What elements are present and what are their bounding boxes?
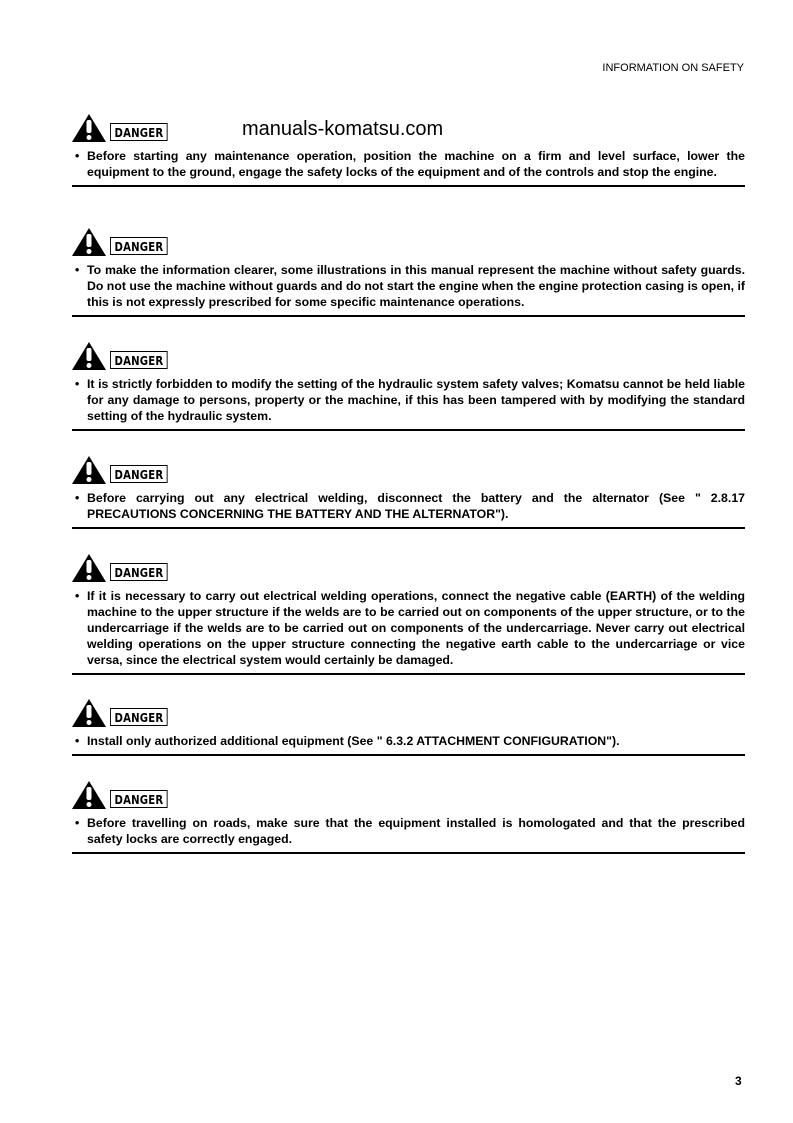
warning-text: Install only authorized additional equipment (See " 6.3.2 ATTACHMENT CONFIGURATION"). <box>87 734 620 748</box>
bullet: • <box>75 377 80 391</box>
warning-triangle-icon <box>72 456 106 484</box>
bullet: • <box>75 589 80 603</box>
danger-block <box>72 226 745 317</box>
warning-text: It is strictly forbidden to modify the setting of the hydraulic system safety valves; Komatsu cannot be held liable for any damage to persons, property or the machine, if this has been tampered with by modifying the standard setting of the hydraulic system. <box>87 377 745 423</box>
divider <box>72 852 745 854</box>
warning-triangle-icon <box>72 781 106 809</box>
danger-label: DANGER <box>110 790 168 808</box>
warning-text: Before carrying out any electrical welding, disconnect the battery and the alternator (See " 2.8.17 PRECAUTIONS CONCERNING THE BATTERY AND THE ALTERNATOR"). <box>87 491 745 521</box>
divider <box>72 754 745 756</box>
danger-label: DANGER <box>110 465 168 483</box>
bullet: • <box>75 734 80 748</box>
danger-block <box>72 454 745 529</box>
warning-triangle-icon <box>72 699 106 727</box>
divider <box>72 185 745 187</box>
divider <box>72 429 745 431</box>
danger-label: DANGER <box>110 563 168 581</box>
section-header: INFORMATION ON SAFETY <box>602 62 744 74</box>
warning-triangle-icon <box>72 228 106 256</box>
warning-triangle-icon <box>72 342 106 370</box>
warning-text: Before travelling on roads, make sure that the equipment installed is homologated and that the prescribed safety locks are correctly engaged. <box>87 816 745 846</box>
danger-block <box>72 697 745 756</box>
bullet: • <box>75 149 80 163</box>
bullet: • <box>75 816 80 830</box>
danger-label: DANGER <box>110 123 168 141</box>
divider <box>72 673 745 675</box>
divider <box>72 315 745 317</box>
warning-triangle-icon <box>72 114 106 142</box>
danger-label: DANGER <box>110 351 168 369</box>
danger-label: DANGER <box>110 237 168 255</box>
danger-block <box>72 340 745 431</box>
danger-block <box>72 112 745 187</box>
danger-label: DANGER <box>110 708 168 726</box>
bullet: • <box>75 491 80 505</box>
warning-triangle-icon <box>72 554 106 582</box>
danger-block <box>72 552 745 675</box>
divider <box>72 527 745 529</box>
warning-text: Before starting any maintenance operation, position the machine on a firm and level surface, lower the equipment to the ground, engage the safety locks of the equipment and of the controls and stop the engine. <box>87 149 745 179</box>
warning-text: To make the information clearer, some illustrations in this manual represent the machine without safety guards. Do not use the machine without guards and do not start the engine when the engine protection casing is open, if this is not expressly prescribed for some specific maintenance operations. <box>87 263 745 309</box>
warning-text: If it is necessary to carry out electrical welding operations, connect the negative cable (EARTH) of the welding machine to the upper structure if the welds are to be carried out on components of the upper structure, or to the undercarriage if the welds are to be carried out on components of the undercarriage. Never carry out electrical welding operations on the upper structure connecting the negative earth cable to the undercarriage or vice versa, since the electrical system would certainly be damaged. <box>87 589 745 667</box>
page-number: 3 <box>735 1074 742 1088</box>
watermark: manuals-komatsu.com <box>242 118 444 140</box>
danger-block <box>72 779 745 854</box>
bullet: • <box>75 263 80 277</box>
